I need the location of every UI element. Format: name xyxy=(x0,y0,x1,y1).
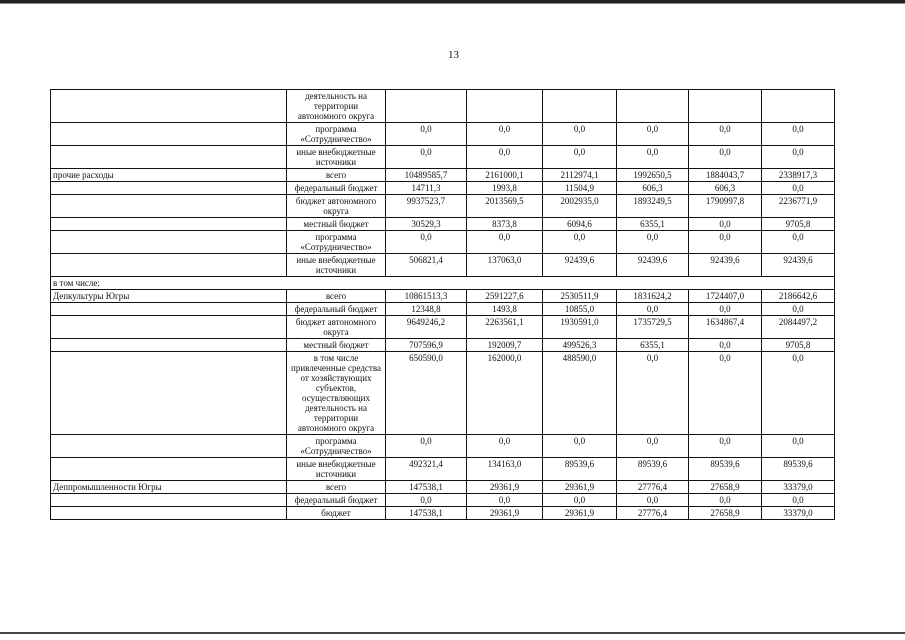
value-cell: 0,0 xyxy=(762,494,835,507)
value-cell: 6355,1 xyxy=(617,218,689,231)
funding-source-label: федеральный бюджет xyxy=(287,303,386,316)
funding-source-label: всего xyxy=(287,169,386,182)
page-number: 13 xyxy=(448,49,459,61)
row-group-label xyxy=(51,182,287,195)
table-row xyxy=(51,303,835,316)
value-cell: 9705,8 xyxy=(762,218,835,231)
row-group-label xyxy=(51,435,287,458)
table-row xyxy=(51,352,835,435)
row-group-label xyxy=(51,218,287,231)
value-cell: 0,0 xyxy=(543,123,617,146)
value-cell: 0,0 xyxy=(762,146,835,169)
table-row xyxy=(51,277,835,290)
value-cell: 137063,0 xyxy=(467,254,543,277)
table-row xyxy=(51,123,835,146)
table-row xyxy=(51,494,835,507)
value-cell xyxy=(617,90,689,123)
value-cell: 0,0 xyxy=(689,231,762,254)
value-cell: 0,0 xyxy=(386,231,467,254)
value-cell: 0,0 xyxy=(762,303,835,316)
value-cell: 1930591,0 xyxy=(543,316,617,339)
row-group-label xyxy=(51,507,287,520)
funding-source-label: иные внебюджетные источники xyxy=(287,254,386,277)
value-cell: 0,0 xyxy=(386,494,467,507)
value-cell: 27776,4 xyxy=(617,481,689,494)
value-cell: 0,0 xyxy=(689,435,762,458)
value-cell: 1831624,2 xyxy=(617,290,689,303)
row-group-label xyxy=(51,254,287,277)
value-cell: 0,0 xyxy=(689,352,762,435)
funding-source-label: программа «Сотрудничество» xyxy=(287,231,386,254)
funding-source-label: бюджет xyxy=(287,507,386,520)
value-cell: 11504,9 xyxy=(543,182,617,195)
value-cell: 0,0 xyxy=(543,494,617,507)
value-cell: 27658,9 xyxy=(689,481,762,494)
row-group-label xyxy=(51,146,287,169)
value-cell: 0,0 xyxy=(762,182,835,195)
value-cell: 707596,9 xyxy=(386,339,467,352)
value-cell: 89539,6 xyxy=(689,458,762,481)
value-cell: 10489585,7 xyxy=(386,169,467,182)
value-cell: 134163,0 xyxy=(467,458,543,481)
value-cell: 650590,0 xyxy=(386,352,467,435)
value-cell: 606,3 xyxy=(689,182,762,195)
value-cell: 1992650,5 xyxy=(617,169,689,182)
value-cell: 2002935,0 xyxy=(543,195,617,218)
row-group-label xyxy=(51,195,287,218)
value-cell: 0,0 xyxy=(689,218,762,231)
value-cell: 92439,6 xyxy=(617,254,689,277)
value-cell: 192009,7 xyxy=(467,339,543,352)
value-cell xyxy=(386,90,467,123)
value-cell: 2591227,6 xyxy=(467,290,543,303)
value-cell: 0,0 xyxy=(467,435,543,458)
value-cell: 1724407,0 xyxy=(689,290,762,303)
value-cell: 488590,0 xyxy=(543,352,617,435)
value-cell: 6355,1 xyxy=(617,339,689,352)
value-cell: 0,0 xyxy=(689,494,762,507)
funding-source-label: иные внебюджетные источники xyxy=(287,458,386,481)
table-row xyxy=(51,458,835,481)
row-group-label xyxy=(51,123,287,146)
scan-edge-top-line xyxy=(0,3,905,4)
table-row xyxy=(51,507,835,520)
row-group-label: прочие расходы xyxy=(51,169,287,182)
table-row xyxy=(51,195,835,218)
value-cell xyxy=(467,90,543,123)
table-row xyxy=(51,316,835,339)
value-cell: 0,0 xyxy=(762,231,835,254)
row-group-label: Деппромышленности Югры xyxy=(51,481,287,494)
value-cell: 147538,1 xyxy=(386,507,467,520)
table-row xyxy=(51,481,835,494)
value-cell: 9649246,2 xyxy=(386,316,467,339)
value-cell: 0,0 xyxy=(386,146,467,169)
value-cell: 29361,9 xyxy=(543,507,617,520)
value-cell: 89539,6 xyxy=(762,458,835,481)
funding-source-label: программа «Сотрудничество» xyxy=(287,435,386,458)
table-row xyxy=(51,435,835,458)
value-cell: 0,0 xyxy=(689,123,762,146)
value-cell: 2236771,9 xyxy=(762,195,835,218)
value-cell: 0,0 xyxy=(617,303,689,316)
value-cell: 30529,3 xyxy=(386,218,467,231)
value-cell: 29361,9 xyxy=(467,507,543,520)
funding-source-label: в том числе привлеченные средства от хозяйствующих субъектов, осуществляющих деятельность на территории автономного округа xyxy=(287,352,386,435)
value-cell: 2084497,2 xyxy=(762,316,835,339)
value-cell: 162000,0 xyxy=(467,352,543,435)
row-group-label: Депкультуры Югры xyxy=(51,290,287,303)
value-cell: 0,0 xyxy=(617,231,689,254)
value-cell: 0,0 xyxy=(543,146,617,169)
value-cell: 10861513,3 xyxy=(386,290,467,303)
funding-source-label: федеральный бюджет xyxy=(287,494,386,507)
value-cell: 0,0 xyxy=(617,435,689,458)
funding-source-label: бюджет автономного округа xyxy=(287,195,386,218)
value-cell: 6094,6 xyxy=(543,218,617,231)
funding-source-label: всего xyxy=(287,481,386,494)
value-cell: 8373,8 xyxy=(467,218,543,231)
table-row xyxy=(51,231,835,254)
value-cell: 0,0 xyxy=(762,123,835,146)
value-cell: 29361,9 xyxy=(543,481,617,494)
value-cell: 0,0 xyxy=(467,146,543,169)
value-cell: 0,0 xyxy=(543,435,617,458)
section-label: в том числе: xyxy=(51,277,835,290)
value-cell: 9937523,7 xyxy=(386,195,467,218)
value-cell: 14711,3 xyxy=(386,182,467,195)
value-cell: 0,0 xyxy=(467,494,543,507)
value-cell: 2263561,1 xyxy=(467,316,543,339)
funding-source-label: бюджет автономного округа xyxy=(287,316,386,339)
value-cell: 2338917,3 xyxy=(762,169,835,182)
row-group-label xyxy=(51,90,287,123)
value-cell: 506821,4 xyxy=(386,254,467,277)
table-row xyxy=(51,290,835,303)
value-cell xyxy=(689,90,762,123)
value-cell: 92439,6 xyxy=(689,254,762,277)
funding-source-label: программа «Сотрудничество» xyxy=(287,123,386,146)
value-cell: 33379,0 xyxy=(762,481,835,494)
value-cell: 0,0 xyxy=(467,123,543,146)
value-cell: 29361,9 xyxy=(467,481,543,494)
value-cell: 1993,8 xyxy=(467,182,543,195)
table-row xyxy=(51,218,835,231)
value-cell: 0,0 xyxy=(617,352,689,435)
table-row xyxy=(51,339,835,352)
value-cell: 89539,6 xyxy=(617,458,689,481)
value-cell: 2530511,9 xyxy=(543,290,617,303)
table-row xyxy=(51,169,835,182)
budget-table xyxy=(50,89,835,520)
row-group-label xyxy=(51,352,287,435)
funding-source-label: местный бюджет xyxy=(287,339,386,352)
value-cell: 2013569,5 xyxy=(467,195,543,218)
value-cell: 0,0 xyxy=(762,435,835,458)
value-cell: 1735729,5 xyxy=(617,316,689,339)
value-cell: 92439,6 xyxy=(543,254,617,277)
value-cell: 147538,1 xyxy=(386,481,467,494)
value-cell: 0,0 xyxy=(543,231,617,254)
funding-source-label: иные внебюджетные источники xyxy=(287,146,386,169)
value-cell: 0,0 xyxy=(467,231,543,254)
row-group-label xyxy=(51,494,287,507)
value-cell: 0,0 xyxy=(386,435,467,458)
row-group-label xyxy=(51,339,287,352)
value-cell: 0,0 xyxy=(386,123,467,146)
value-cell: 2161000,1 xyxy=(467,169,543,182)
table-row xyxy=(51,146,835,169)
table-row xyxy=(51,182,835,195)
value-cell: 1893249,5 xyxy=(617,195,689,218)
value-cell: 1634867,4 xyxy=(689,316,762,339)
value-cell: 27658,9 xyxy=(689,507,762,520)
table-row xyxy=(51,90,835,123)
value-cell: 2186642,6 xyxy=(762,290,835,303)
value-cell: 12348,8 xyxy=(386,303,467,316)
value-cell: 9705,8 xyxy=(762,339,835,352)
funding-source-label: местный бюджет xyxy=(287,218,386,231)
funding-source-label: деятельность на территории автономного округа xyxy=(287,90,386,123)
value-cell xyxy=(762,90,835,123)
value-cell: 10855,0 xyxy=(543,303,617,316)
value-cell: 0,0 xyxy=(762,352,835,435)
value-cell: 499526,3 xyxy=(543,339,617,352)
value-cell: 0,0 xyxy=(617,146,689,169)
value-cell: 1493,8 xyxy=(467,303,543,316)
value-cell xyxy=(543,90,617,123)
value-cell: 0,0 xyxy=(689,146,762,169)
value-cell: 0,0 xyxy=(689,303,762,316)
value-cell: 1790997,8 xyxy=(689,195,762,218)
row-group-label xyxy=(51,303,287,316)
row-group-label xyxy=(51,231,287,254)
scan-edge-bottom xyxy=(0,632,905,634)
value-cell: 27776,4 xyxy=(617,507,689,520)
value-cell: 0,0 xyxy=(689,339,762,352)
value-cell: 1884043,7 xyxy=(689,169,762,182)
value-cell: 0,0 xyxy=(617,123,689,146)
value-cell: 0,0 xyxy=(617,494,689,507)
row-group-label xyxy=(51,316,287,339)
row-group-label xyxy=(51,458,287,481)
table-row xyxy=(51,254,835,277)
funding-source-label: федеральный бюджет xyxy=(287,182,386,195)
value-cell: 33379,0 xyxy=(762,507,835,520)
value-cell: 92439,6 xyxy=(762,254,835,277)
value-cell: 89539,6 xyxy=(543,458,617,481)
value-cell: 606,3 xyxy=(617,182,689,195)
table-body xyxy=(51,90,835,520)
funding-source-label: всего xyxy=(287,290,386,303)
value-cell: 492321,4 xyxy=(386,458,467,481)
value-cell: 2112974,1 xyxy=(543,169,617,182)
